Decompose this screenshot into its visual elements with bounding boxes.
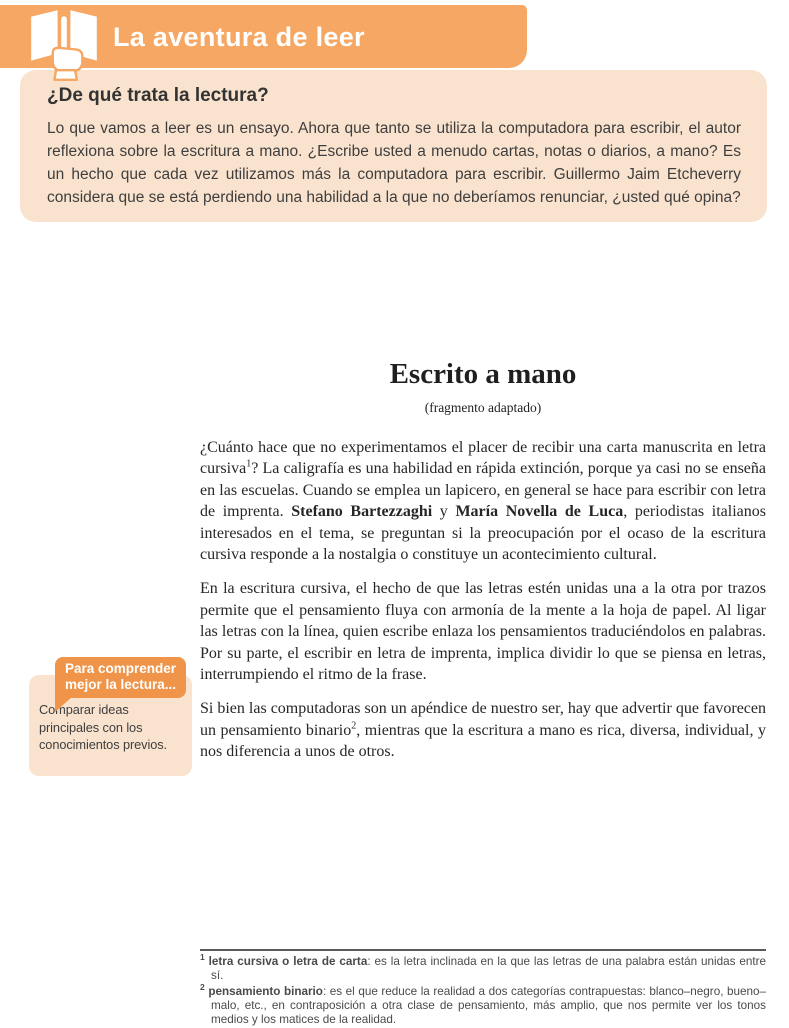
sidebar-note-header: Para comprender mejor la lectura... [55, 657, 186, 698]
article-paragraph: En la escritura cursiva, el hecho de que las letras estén unidas una a la otra por trazos permite que el pensamiento fluya con armonía de la mente a la hoja de papel. Al ligar las letras con la línea, quien escribe enlaza los pensamientos traduciéndolos en palabras. Por su parte, el escribir en letra de imprenta, implica dividir lo que se piensa en letras, interrumpiendo el ritmo de la frase. [200, 580, 766, 684]
open-book-hand-icon [24, 3, 104, 83]
article-paragraph: ¿Cuánto hace que no experimentamos el placer de recibir una carta manuscrita en letra cursiva$^1$? La caligrafía es una habilidad en rápida extinción, porque ya casi no se enseña en las escuelas. Cuando se emplea un lapicero, en general se hace para escribir con letra de imprenta. Stefano Bartezzaghi y María Novella de Luca, periodistas italianos interesados en el tema, se preguntan si la preocupación por el ocaso de la escritura cursiva responde a la nostalgia o constituye un acontecimiento cultural. [200, 439, 766, 564]
intro-heading: ¿De qué trata la lectura? [47, 85, 269, 106]
intro-body-text: Lo que vamos a leer es un ensayo. Ahora que tanto se utiliza la computadora para escribir, el autor reflexiona sobre la escritura a mano. ¿Escribe usted a menudo cartas, notas o diarios, a mano? Es un hecho que cada vez utilizamos más la computadora para escribir. Guillermo Jaim Etcheverry considera que se está perdiendo una habilidad a la que no deberíamos renunciar, ¿usted qué opina? [47, 119, 741, 206]
article-title: Escrito a mano [389, 358, 577, 390]
article-paragraph: Si bien las computadoras son un apéndice de nuestro ser, hay que advertir que favorecen un pensamiento binario$^2$, mientras que la escritura a mano es rica, diversa, individual, y nos diferencia a unos de otros. [200, 700, 767, 761]
footnotes [200, 952, 767, 1028]
footnote-divider [200, 949, 766, 951]
sidebar-note-text: Comparar ideas principales con los conocimientos previos. [39, 702, 167, 752]
footnote-2: $^2$ pensamiento binario: es el que reduce la realidad a dos categorías contrapuestas: blanco–negro, bueno–malo, etc., en contraposición a otra clase de pensamiento, más amplio, que nos permite ver los tonos medios y los matices de la realidad. [200, 981, 767, 1027]
sidebar-bubble-tail [55, 697, 72, 712]
article-subtitle: (fragmento adaptado) [424, 400, 542, 415]
banner-title: La aventura de leer [113, 22, 365, 52]
article [200, 358, 766, 776]
footnote-1: $^1$ letra cursiva o letra de carta: es la letra inclinada en la que las letras de una palabra están unidas entre sí. [200, 952, 767, 983]
intro-box [20, 70, 767, 222]
